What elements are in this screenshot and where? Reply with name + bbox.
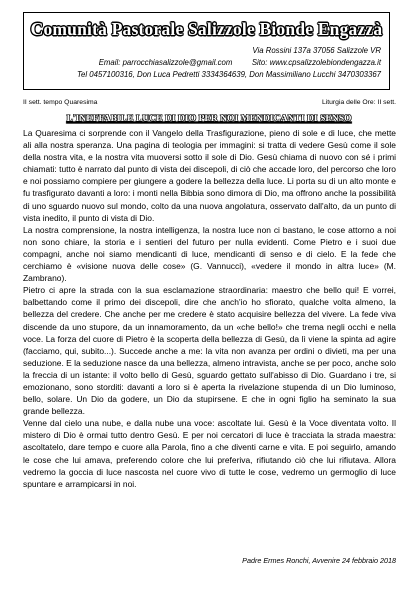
parish-address: Via Rossini 137a 37056 Salizzole VR <box>252 46 381 55</box>
article-paragraph: La Quaresima ci sorprende con il Vangelo della Trasfigurazione, pieno di sole e di luce, che mette ali alla nostra speranza. Una pagina di teologia per immagini: si tratta di vedere Gesù come il sole della nostra vita, e la nostra vita muoversi sotto il sole di Dio. Gesù chiama di nuovo con sé i primi chiamati: tutto è narrato dal punto di vista dei discepoli, di ciò che accade loro, del percorso che loro e noi possiamo compiere per giungere a godere la bellezza della luce. Li porta su di un alto monte e fu trasfigurato davanti a loro: i monti nella Bibbia sono dimora di Dio, ma offrono anche la possibilità di uno sguardo nuovo sul mondo, colto da una nuova angolatura, osservato dall'alto, da un punto di vista inedito, il punto di vista di Dio. <box>23 128 396 223</box>
email-link[interactable]: parrocchiasalizzole@gmail.com <box>122 58 233 67</box>
email-label: Email: <box>98 58 121 67</box>
parish-header <box>23 12 390 90</box>
site-link[interactable]: www.cpsalizzolebiondengazza.it <box>269 58 381 67</box>
article-paragraph: Venne dal cielo una nube, e dalla nube una voce: ascoltate lui. Gesù è la Voce diventata volto. Il mistero di Dio è ormai tutto dentro Gesù. E per noi cercatori di luce è tracciata la strada maestra: ascoltatelo, dare tempo e cuore alla Parola, fino a che diventi carne e vita. E poi seguirlo, amando le cose che lui amava, preferendo colore che lui preferiva, rifiutando ciò che lui rifiutava. Allora vedremo la goccia di luce nascosta nel cuore vivo di tutte le cose, vedremo un germoglio di luce spuntare e arrampicarsi in noi. <box>23 418 396 489</box>
contact-line <box>99 58 381 68</box>
article-signature: Padre Ermes Ronchi, Avvenire 24 febbraio 2018 <box>242 556 396 565</box>
article-paragraph: Pietro ci apre la strada con la sua esclamazione straordinaria: maestro che bello qui! E vorrei, balbettando come il primo dei discepoli, dire che anch'io ho sfiorato, qualche volta almeno, la bellezza del credere. Che anche per me credere è stato acquisire bellezza del vivere. La fede viva discende da uno stupore, da un innamoramento, da un «che bello!» che trema negli occhi e nella voce. La forza del cuore di Pietro è la scoperta della bellezza di Gesù, da lì viene la spinta ad agire (facciamo, qui, subito...). Succede anche a me: la vita non avanza per ordini o divieti, ma per una seduzione. E la seduzione nasce da una bellezza, almeno intravista, anche se per poco, anche solo la freccia di un istante: il volto bello di Gesù, sguardo gettato sull'abisso di Dio. Guardano i tre, si emozionano, sono storditi: davanti a loro si è aperta la rivelazione stupenda di un Dio luminoso, bello, solare. Un Dio da godere, un Dio da stupirsene. E che in ogni figlio ha seminato la sua grande bellezza. <box>23 285 396 417</box>
parish-title: Comunità Pastorale Salizzole Bionde Engazzà <box>30 19 383 39</box>
article-paragraph: La nostra comprensione, la nostra intelligenza, la nostra luce non ci bastano, le cose attorno a noi non sono chiare, la storia e i sentieri del futuro per nulla evidenti. Come Pietro e i suoi due compagni, anche noi siamo mendicanti di luce, mendicanti di senso e di cielo. E la fede che cerchiamo è «visione nuova delle cose» (G. Vannucci), «vedere il mondo in altra luce» (M. Zambrano). <box>23 224 396 284</box>
article-body <box>23 127 396 490</box>
liturgical-week: II sett. tempo Quaresima <box>23 99 98 106</box>
article-title <box>23 113 395 125</box>
phone-line: Tel 0457100316, Don Luca Pedretti 3334364639, Don Massimiliano Lucchi 3470303367 <box>76 70 381 79</box>
liturgy-of-hours: Liturgia delle Ore: II sett. <box>321 99 396 106</box>
article-title-text: L'INEFFABILE LUCE DI DIO PER NOI MENDICANTI DI SENSO <box>66 113 352 124</box>
site-label: Sito: <box>251 58 268 67</box>
